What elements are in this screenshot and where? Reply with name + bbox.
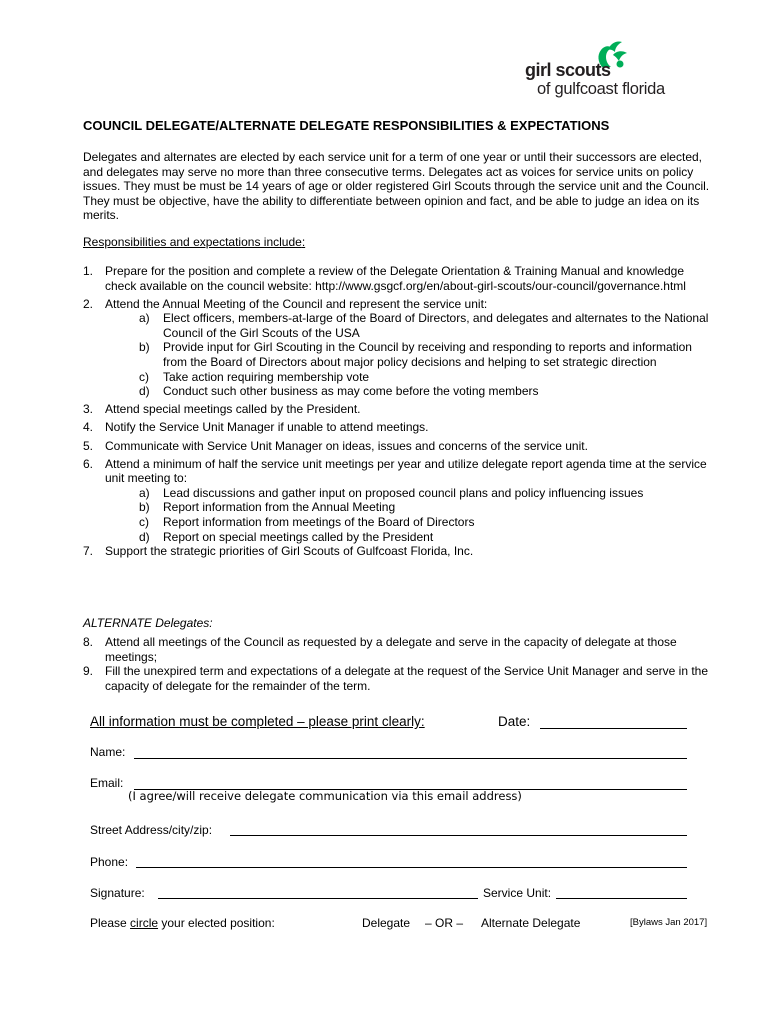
position-suffix: your elected position:	[158, 916, 275, 930]
sub-item	[83, 370, 713, 385]
date-label: Date:	[498, 714, 531, 729]
list-item	[83, 439, 713, 454]
option-alternate-delegate[interactable]: Alternate Delegate	[481, 916, 581, 930]
list-item-text: Attend special meetings called by the President.	[105, 402, 361, 417]
sub-item-text: Conduct such other business as may come before the voting members	[163, 384, 539, 399]
list-item-number: 7.	[83, 544, 94, 559]
list-item-number: 4.	[83, 420, 94, 435]
sub-item-text: Report information from the Annual Meeting	[163, 500, 396, 515]
sub-item-text: Report information from meetings of the Board of Directors	[163, 515, 475, 529]
list-item-text: Attend the Annual Meeting of the Council and represent the service unit:	[105, 296, 488, 311]
sub-item-letter: a)	[139, 311, 150, 326]
sub-item-letter: c)	[139, 369, 149, 384]
list-item-number: 5.	[83, 438, 94, 453]
sub-item-text: Elect officers, members-at-large of the Board of Directors, and delegates and alternates to the National Council of the Girl Scouts of the USA	[163, 311, 709, 340]
sub-item-letter: d)	[139, 529, 150, 544]
sub-item	[83, 486, 713, 501]
position-circle-word: circle	[130, 916, 159, 930]
list-item-text: Attend a minimum of half the service unit meetings per year and utilize delegate report agenda time at the service unit meeting to:	[105, 456, 707, 486]
date-field[interactable]	[540, 728, 687, 729]
sub-item	[83, 384, 713, 399]
sub-item-text: Report on special meetings called by the President	[163, 529, 434, 544]
phone-label: Phone:	[90, 855, 129, 869]
list-item-number: 2.	[83, 296, 94, 311]
logo-line-2: of gulfcoast florida	[537, 80, 665, 98]
sub-item-text: Take action requiring membership vote	[163, 369, 370, 384]
phone-field[interactable]	[136, 867, 687, 868]
alternate-delegates-heading: ALTERNATE Delegates:	[83, 616, 213, 630]
sub-item	[83, 340, 713, 369]
service-unit-field[interactable]	[556, 898, 687, 899]
bylaws-reference: [Bylaws Jan 2017]	[630, 917, 708, 928]
sub-item-letter: b)	[139, 500, 150, 515]
option-or: – OR –	[425, 916, 464, 930]
signature-field[interactable]	[158, 898, 478, 899]
position-prefix: Please	[90, 916, 131, 930]
list-item-number: 8.	[83, 635, 94, 649]
position-prompt	[90, 916, 275, 930]
list-item-text: Notify the Service Unit Manager if unable to attend meetings.	[105, 420, 429, 435]
sub-item	[83, 515, 713, 530]
signature-label: Signature:	[90, 886, 145, 900]
list-item	[83, 297, 713, 312]
sub-item-letter: a)	[139, 485, 150, 500]
list-item-text: Attend all meetings of the Council as requested by a delegate and serve in the capacity of delegate at those meetings;	[105, 635, 677, 664]
responsibilities-heading-text: Responsibilities and expectations include	[83, 235, 302, 249]
list-item	[83, 544, 713, 559]
name-label: Name:	[90, 745, 126, 759]
document-title: COUNCIL DELEGATE/ALTERNATE DELEGATE RESPONSIBILITIES & EXPECTATIONS	[83, 118, 610, 133]
list-item-text: Communicate with Service Unit Manager on ideas, issues and concerns of the service unit.	[105, 438, 588, 453]
responsibilities-heading: Responsibilities and expectations include:	[83, 235, 306, 249]
sub-item-letter: d)	[139, 384, 150, 399]
sub-item	[83, 500, 713, 515]
intro-paragraph: Delegates and alternates are elected by each service unit for a term of one year or until their successors are elected, and delegates may serve no more than three consecutive terms. Delegates act as voices for service units on policy issues. They must be must be 14 years of age or older registered Girl Scouts through the service unit and the Council. They must be objective, have the ability to differentiate between opinion and fact, and be able to judge an idea on its merits.	[83, 150, 710, 223]
list-item	[83, 420, 713, 435]
list-item	[83, 664, 713, 693]
list-item-text: Prepare for the position and complete a review of the Delegate Orientation & Training Manual and knowledge check available on the council website: http://www.gsgcf.org/en/about-girl-scouts/our-council/governance.html	[105, 264, 686, 293]
sub-item	[83, 311, 713, 340]
logo-line-1: girl scouts	[525, 60, 611, 80]
street-address-field[interactable]	[230, 835, 687, 836]
list-item-number: 3.	[83, 402, 94, 417]
alternate-list	[83, 635, 713, 693]
list-item-number: 9.	[83, 664, 94, 679]
sub-item-letter: c)	[139, 515, 149, 529]
sub-item	[83, 530, 713, 545]
responsibilities-list	[83, 264, 713, 559]
list-item-text: Support the strategic priorities of Girl Scouts of Gulfcoast Florida, Inc.	[105, 544, 474, 559]
street-address-label: Street Address/city/zip:	[90, 823, 213, 837]
girl-scouts-logo	[525, 40, 685, 100]
list-item	[83, 402, 713, 417]
email-label: Email:	[90, 776, 124, 790]
name-field[interactable]	[134, 758, 687, 759]
sub-item-text: Provide input for Girl Scouting in the Council by receiving and responding to reports and information from the Board of Directors about major policy decisions and helping to set strategic direction	[163, 340, 692, 370]
list-item	[83, 264, 713, 293]
sub-item-text: Lead discussions and gather input on proposed council plans and policy influencing issues	[163, 485, 644, 500]
email-consent-note: (I agree/will receive delegate communication via this email address)	[128, 789, 522, 803]
service-unit-label: Service Unit:	[483, 886, 552, 900]
sub-item-letter: b)	[139, 340, 150, 355]
form-heading: All information must be completed – please print clearly:	[90, 714, 425, 729]
list-item	[83, 635, 713, 664]
list-item-number: 6.	[83, 456, 94, 471]
option-delegate[interactable]: Delegate	[362, 916, 411, 930]
list-item-text: Fill the unexpired term and expectations of a delegate at the request of the Service Unit Manager and serve in the capacity of delegate for the remainder of the term.	[105, 664, 709, 693]
list-item-number: 1.	[83, 264, 94, 278]
list-item	[83, 457, 713, 486]
